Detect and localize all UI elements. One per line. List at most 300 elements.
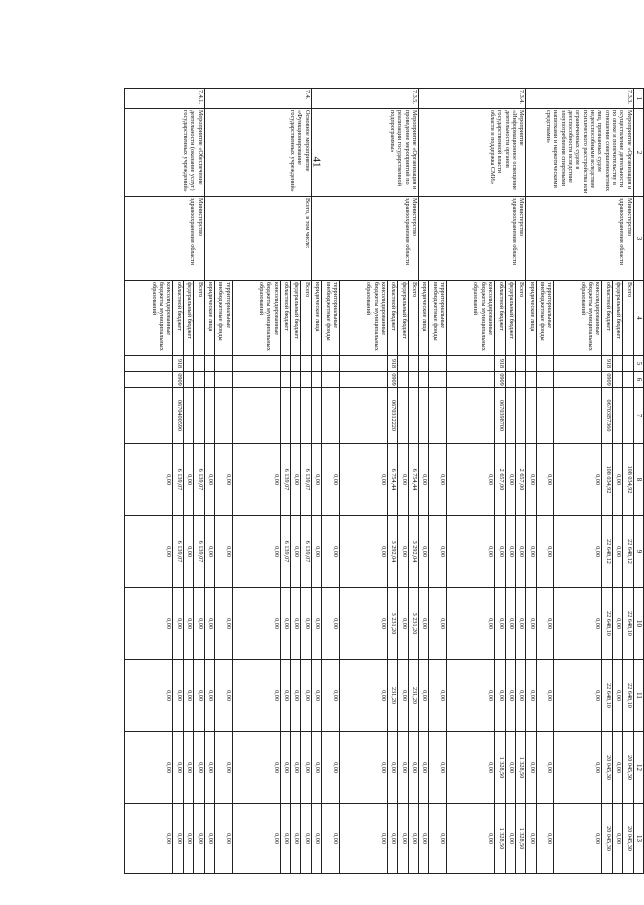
amount-cell: 0,00 xyxy=(447,804,495,874)
amount-cell: 6 139,07 xyxy=(173,516,183,588)
rzpr-code: 0909 xyxy=(173,372,183,388)
rzpr-code xyxy=(301,372,311,388)
amount-cell: 0,00 xyxy=(204,660,214,732)
amount-cell: 0,00 xyxy=(429,660,447,732)
rzpr-code xyxy=(526,372,536,388)
amount-cell: 108 034,92 xyxy=(623,444,633,516)
amount-cell: 0,00 xyxy=(322,444,340,516)
amount-cell: 0,00 xyxy=(526,804,536,874)
amount-cell: 0,00 xyxy=(536,588,554,660)
amount-cell: 0,00 xyxy=(526,588,536,660)
funding-source: Всего xyxy=(408,281,418,356)
funding-source: территориальные внебюджетные фонды xyxy=(214,281,232,356)
grbs-code xyxy=(447,356,495,372)
amount-cell: 3 292,04 xyxy=(387,516,397,588)
amount-cell: 0,00 xyxy=(290,444,300,516)
amount-cell: 0,00 xyxy=(183,516,193,588)
rzpr-code: 0909 xyxy=(387,372,397,388)
amount-cell: 0,00 xyxy=(301,804,311,874)
amount-cell: 0,00 xyxy=(173,804,183,874)
amount-cell: 0,00 xyxy=(280,660,290,732)
amount-cell: 6 139,07 xyxy=(301,444,311,516)
amount-cell: 0,00 xyxy=(232,588,280,660)
csr-code xyxy=(183,388,193,444)
csr-code xyxy=(204,388,214,444)
amount-cell: 0,00 xyxy=(290,732,300,804)
csr-code xyxy=(125,388,173,444)
amount-cell: 0,00 xyxy=(290,588,300,660)
csr-code xyxy=(408,388,418,444)
amount-cell: 0,00 xyxy=(173,588,183,660)
grbs-code: 918 xyxy=(495,356,505,372)
amount-cell: 1 328,50 xyxy=(515,732,525,804)
amount-cell: 0,00 xyxy=(505,588,515,660)
rotated-sheet xyxy=(124,88,644,873)
funding-source: юридические лица xyxy=(311,281,321,356)
amount-cell: 0,00 xyxy=(301,732,311,804)
amount-cell: 0,00 xyxy=(311,516,321,588)
amount-cell: 3 292,04 xyxy=(408,516,418,588)
csr-code xyxy=(526,388,536,444)
rzpr-code xyxy=(429,372,447,388)
amount-cell: 0,00 xyxy=(214,516,232,588)
funding-source: территориальные внебюджетные фонды xyxy=(536,281,554,356)
amount-cell: 0,00 xyxy=(408,732,418,804)
item-number: 7.3.3. xyxy=(526,89,633,109)
item-executor: Всего, в том числе: xyxy=(204,197,311,281)
amount-cell: 0,00 xyxy=(232,516,280,588)
amount-cell: 22 648,10 xyxy=(602,588,612,660)
amount-cell: 0,00 xyxy=(505,516,515,588)
amount-cell: 0,00 xyxy=(429,516,447,588)
item-name: Мероприятие «Обеспечение деятельности (оказание услуг) государственных учреждений» xyxy=(125,109,205,197)
amount-cell: 0,00 xyxy=(183,588,193,660)
csr-code xyxy=(214,388,232,444)
amount-cell: 0,00 xyxy=(301,588,311,660)
amount-cell: 0,00 xyxy=(495,660,505,732)
amount-cell: 0,00 xyxy=(339,804,387,874)
grbs-code xyxy=(125,356,173,372)
funding-source: областной бюджет xyxy=(602,281,612,356)
grbs-code xyxy=(623,356,633,372)
amount-cell: 6 754,44 xyxy=(408,444,418,516)
funding-source: консолидированные бюджеты муниципальных образований xyxy=(125,281,173,356)
funding-source: Всего xyxy=(194,281,204,356)
grbs-code xyxy=(183,356,193,372)
amount-cell: 0,00 xyxy=(125,516,173,588)
funding-source: консолидированные бюджеты муниципальных образований xyxy=(554,281,602,356)
col-header: 10 xyxy=(633,588,643,660)
grbs-code xyxy=(429,356,447,372)
csr-code: 0670398700 xyxy=(495,388,505,444)
amount-cell: 0,00 xyxy=(311,444,321,516)
amount-cell: 0,00 xyxy=(214,588,232,660)
grbs-code xyxy=(515,356,525,372)
amount-cell: 0,00 xyxy=(125,732,173,804)
col-header: 4 xyxy=(633,281,643,356)
csr-code: 0670312220 xyxy=(387,388,397,444)
csr-code xyxy=(612,388,622,444)
rzpr-code xyxy=(536,372,554,388)
amount-cell: 0,00 xyxy=(280,588,290,660)
page-number: 41 xyxy=(310,156,323,168)
amount-cell: 0,00 xyxy=(515,516,525,588)
amount-cell: 0,00 xyxy=(536,732,554,804)
amount-cell: 0,00 xyxy=(183,804,193,874)
rzpr-code xyxy=(194,372,204,388)
amount-cell: 20 045,30 xyxy=(602,732,612,804)
item-name: Мероприятие «Организация и осуществление деятельности по опеке и попечительству в отношении совершеннолетних лиц, признанных судом недееспособными вследствие психического расстройства или ограниченных судом в дееспособности вследствие злоупотребления спиртными напитками и наркотическими средствами» xyxy=(526,109,633,197)
grbs-code xyxy=(214,356,232,372)
csr-code xyxy=(419,388,429,444)
amount-cell: 0,00 xyxy=(232,660,280,732)
amount-cell: 0,00 xyxy=(398,804,408,874)
grbs-code xyxy=(536,356,554,372)
amount-cell: 0,00 xyxy=(505,804,515,874)
amount-cell: 0,00 xyxy=(447,444,495,516)
amount-cell: 231,20 xyxy=(408,660,418,732)
funding-source: Всего xyxy=(623,281,633,356)
amount-cell: 0,00 xyxy=(419,732,429,804)
funding-source: областной бюджет xyxy=(173,281,183,356)
rzpr-code xyxy=(339,372,387,388)
amount-cell: 20 045,30 xyxy=(623,732,633,804)
funding-source: консолидированные бюджеты муниципальных образований xyxy=(232,281,280,356)
col-header: 12 xyxy=(633,732,643,804)
amount-cell: 0,00 xyxy=(311,732,321,804)
amount-cell: 0,00 xyxy=(554,444,602,516)
funding-source: юридические лица xyxy=(526,281,536,356)
amount-cell: 6 139,07 xyxy=(280,444,290,516)
amount-cell: 0,00 xyxy=(447,660,495,732)
grbs-code xyxy=(339,356,387,372)
table-row xyxy=(194,89,204,874)
amount-cell: 1 328,50 xyxy=(495,732,505,804)
amount-cell: 0,00 xyxy=(194,732,204,804)
amount-cell: 22 648,12 xyxy=(623,516,633,588)
amount-cell: 0,00 xyxy=(429,588,447,660)
col-header: 13 xyxy=(633,804,643,874)
amount-cell: 0,00 xyxy=(339,732,387,804)
grbs-code xyxy=(505,356,515,372)
col-header: 3 xyxy=(633,197,643,281)
amount-cell: 0,00 xyxy=(194,804,204,874)
amount-cell: 0,00 xyxy=(339,588,387,660)
amount-cell: 1 328,50 xyxy=(495,804,505,874)
rzpr-code xyxy=(505,372,515,388)
csr-code: 06703B7360 xyxy=(602,388,612,444)
grbs-code xyxy=(290,356,300,372)
col-header: 7 xyxy=(633,388,643,444)
amount-cell: 0,00 xyxy=(419,660,429,732)
grbs-code xyxy=(419,356,429,372)
amount-cell: 0,00 xyxy=(173,660,183,732)
amount-cell: 0,00 xyxy=(612,732,622,804)
grbs-code xyxy=(280,356,290,372)
amount-cell: 0,00 xyxy=(339,516,387,588)
grbs-code: 918 xyxy=(387,356,397,372)
csr-code xyxy=(290,388,300,444)
amount-cell: 0,00 xyxy=(311,588,321,660)
amount-cell: 0,00 xyxy=(554,660,602,732)
funding-source: территориальные внебюджетные фонды xyxy=(322,281,340,356)
funding-source: Всего xyxy=(301,281,311,356)
grbs-code xyxy=(301,356,311,372)
amount-cell: 0,00 xyxy=(554,516,602,588)
amount-cell: 0,00 xyxy=(183,444,193,516)
amount-cell: 0,00 xyxy=(183,660,193,732)
amount-cell: 0,00 xyxy=(290,516,300,588)
funding-source: Всего xyxy=(515,281,525,356)
funding-source: областной бюджет xyxy=(280,281,290,356)
amount-cell: 0,00 xyxy=(612,444,622,516)
rzpr-code: 0909 xyxy=(602,372,612,388)
amount-cell: 0,00 xyxy=(495,516,505,588)
amount-cell: 0,00 xyxy=(515,660,525,732)
funding-source: федеральный бюджет xyxy=(290,281,300,356)
funding-source: областной бюджет xyxy=(387,281,397,356)
rzpr-code: 0909 xyxy=(495,372,505,388)
amount-cell: 0,00 xyxy=(204,444,214,516)
amount-cell: 0,00 xyxy=(280,732,290,804)
amount-cell: 0,00 xyxy=(554,588,602,660)
grbs-code xyxy=(194,356,204,372)
funding-source: федеральный бюджет xyxy=(398,281,408,356)
amount-cell: 0,00 xyxy=(526,516,536,588)
amount-cell: 0,00 xyxy=(429,444,447,516)
csr-code xyxy=(429,388,447,444)
csr-code xyxy=(398,388,408,444)
grbs-code xyxy=(398,356,408,372)
amount-cell: 0,00 xyxy=(447,732,495,804)
amount-cell: 0,00 xyxy=(536,516,554,588)
amount-cell: 6 139,07 xyxy=(280,516,290,588)
amount-cell: 22 648,12 xyxy=(602,516,612,588)
amount-cell: 0,00 xyxy=(408,804,418,874)
amount-cell: 0,00 xyxy=(612,804,622,874)
amount-cell: 0,00 xyxy=(194,660,204,732)
rzpr-code xyxy=(554,372,602,388)
rzpr-code xyxy=(447,372,495,388)
amount-cell: 0,00 xyxy=(232,804,280,874)
amount-cell: 0,00 xyxy=(204,804,214,874)
grbs-code xyxy=(311,356,321,372)
csr-code xyxy=(554,388,602,444)
grbs-code: 918 xyxy=(602,356,612,372)
amount-cell: 0,00 xyxy=(398,516,408,588)
amount-cell: 0,00 xyxy=(301,660,311,732)
item-number: 7.3.4. xyxy=(419,89,526,109)
rzpr-code xyxy=(125,372,173,388)
amount-cell: 22 648,10 xyxy=(623,660,633,732)
amount-cell: 0,00 xyxy=(311,804,321,874)
amount-cell: 3 231,20 xyxy=(387,588,397,660)
amount-cell: 0,00 xyxy=(612,660,622,732)
amount-cell: 22 648,10 xyxy=(602,660,612,732)
amount-cell: 0,00 xyxy=(214,444,232,516)
amount-cell: 0,00 xyxy=(398,444,408,516)
amount-cell: 0,00 xyxy=(290,804,300,874)
item-number: 7.3.5. xyxy=(311,89,418,109)
amount-cell: 6 139,07 xyxy=(194,444,204,516)
item-number: 7.4. xyxy=(204,89,311,109)
amount-cell: 0,00 xyxy=(526,660,536,732)
amount-cell: 0,00 xyxy=(419,804,429,874)
rzpr-code xyxy=(623,372,633,388)
col-header: 5 xyxy=(633,356,643,372)
csr-code xyxy=(311,388,321,444)
amount-cell: 6 139,07 xyxy=(173,444,183,516)
funding-source: юридические лица xyxy=(419,281,429,356)
rzpr-code xyxy=(612,372,622,388)
item-executor: Министерство здравоохранения области xyxy=(125,197,205,281)
amount-cell: 0,00 xyxy=(322,660,340,732)
amount-cell: 6 754,44 xyxy=(387,444,397,516)
amount-cell: 0,00 xyxy=(429,804,447,874)
amount-cell: 0,00 xyxy=(280,804,290,874)
amount-cell: 22 648,10 xyxy=(623,588,633,660)
amount-cell: 0,00 xyxy=(398,660,408,732)
csr-code xyxy=(280,388,290,444)
amount-cell: 0,00 xyxy=(447,516,495,588)
amount-cell: 1 328,50 xyxy=(515,804,525,874)
csr-code xyxy=(505,388,515,444)
rzpr-code xyxy=(398,372,408,388)
col-header: 8 xyxy=(633,444,643,516)
grbs-code xyxy=(232,356,280,372)
amount-cell: 0,00 xyxy=(204,516,214,588)
table-row xyxy=(623,89,633,874)
amount-cell: 0,00 xyxy=(505,660,515,732)
amount-cell: 0,00 xyxy=(526,732,536,804)
item-executor: Министерство здравоохранения области xyxy=(311,197,418,281)
amount-cell: 6 139,07 xyxy=(301,516,311,588)
amount-cell: 0,00 xyxy=(536,804,554,874)
rzpr-code xyxy=(322,372,340,388)
col-header: 2 xyxy=(633,109,643,197)
item-name: Основное мероприятие «Функционирование государственных учреждений» xyxy=(204,109,311,197)
amount-cell: 108 034,92 xyxy=(602,444,612,516)
amount-cell: 3 231,20 xyxy=(408,588,418,660)
amount-cell: 0,00 xyxy=(232,444,280,516)
amount-cell: 0,00 xyxy=(515,588,525,660)
amount-cell: 0,00 xyxy=(214,660,232,732)
amount-cell: 0,00 xyxy=(232,732,280,804)
funding-source: территориальные внебюджетные фонды xyxy=(429,281,447,356)
csr-code: 0670400590 xyxy=(173,388,183,444)
amount-cell: 20 045,30 xyxy=(602,804,612,874)
amount-cell: 0,00 xyxy=(183,732,193,804)
amount-cell: 0,00 xyxy=(505,444,515,516)
amount-cell: 0,00 xyxy=(339,444,387,516)
amount-cell: 0,00 xyxy=(536,444,554,516)
funding-source: консолидированные бюджеты муниципальных образований xyxy=(447,281,495,356)
funding-source: федеральный бюджет xyxy=(612,281,622,356)
amount-cell: 0,00 xyxy=(526,444,536,516)
amount-cell: 0,00 xyxy=(322,588,340,660)
amount-cell: 0,00 xyxy=(419,588,429,660)
amount-cell: 0,00 xyxy=(398,588,408,660)
grbs-code xyxy=(526,356,536,372)
amount-cell: 0,00 xyxy=(339,660,387,732)
col-header: 9 xyxy=(633,516,643,588)
amount-cell: 0,00 xyxy=(214,732,232,804)
amount-cell: 0,00 xyxy=(495,588,505,660)
amount-cell: 0,00 xyxy=(125,588,173,660)
funding-source: федеральный бюджет xyxy=(183,281,193,356)
grbs-code xyxy=(612,356,622,372)
amount-cell: 0,00 xyxy=(387,804,397,874)
amount-cell: 0,00 xyxy=(419,516,429,588)
grbs-code xyxy=(322,356,340,372)
grbs-code: 918 xyxy=(173,356,183,372)
rzpr-code xyxy=(408,372,418,388)
rzpr-code xyxy=(311,372,321,388)
grbs-code xyxy=(204,356,214,372)
rzpr-code xyxy=(232,372,280,388)
rzpr-code xyxy=(214,372,232,388)
amount-cell: 6 139,07 xyxy=(194,516,204,588)
column-number-row xyxy=(633,89,643,874)
amount-cell: 0,00 xyxy=(322,516,340,588)
amount-cell: 0,00 xyxy=(204,588,214,660)
amount-cell: 0,00 xyxy=(505,732,515,804)
amount-cell: 0,00 xyxy=(204,732,214,804)
amount-cell: 0,00 xyxy=(447,588,495,660)
csr-code xyxy=(536,388,554,444)
item-name: Мероприятие «Информационное освещение деятельности органов государственной власти области и поддержка СМИ» xyxy=(419,109,526,197)
item-name: Мероприятие «Организация и проведение мероприятий по реализации государственной подпрограммы» xyxy=(311,109,418,197)
amount-cell: 0,00 xyxy=(173,732,183,804)
amount-cell: 2 657,00 xyxy=(495,444,505,516)
rzpr-code xyxy=(515,372,525,388)
amount-cell: 0,00 xyxy=(125,660,173,732)
item-number: 7.4.1. xyxy=(125,89,205,109)
funding-source: областной бюджет xyxy=(495,281,505,356)
csr-code xyxy=(339,388,387,444)
amount-cell: 0,00 xyxy=(554,804,602,874)
amount-cell: 0,00 xyxy=(429,732,447,804)
amount-cell: 0,00 xyxy=(214,804,232,874)
col-header: 6 xyxy=(633,372,643,388)
col-header: 1 xyxy=(633,89,643,109)
csr-code xyxy=(232,388,280,444)
amount-cell: 0,00 xyxy=(290,660,300,732)
col-header: 11 xyxy=(633,660,643,732)
table-row xyxy=(408,89,418,874)
amount-cell: 0,00 xyxy=(398,732,408,804)
item-executor: Министерство здравоохранения области xyxy=(419,197,526,281)
amount-cell: 20 045,30 xyxy=(623,804,633,874)
amount-cell: 2 657,00 xyxy=(515,444,525,516)
funding-source: консолидированные бюджеты муниципальных образований xyxy=(339,281,387,356)
csr-code xyxy=(515,388,525,444)
csr-code xyxy=(447,388,495,444)
item-executor: Министерство здравоохранения области xyxy=(526,197,633,281)
amount-cell: 0,00 xyxy=(322,804,340,874)
csr-code xyxy=(194,388,204,444)
funding-source: федеральный бюджет xyxy=(505,281,515,356)
amount-cell: 0,00 xyxy=(311,660,321,732)
amount-cell: 231,20 xyxy=(387,660,397,732)
amount-cell: 0,00 xyxy=(536,660,554,732)
grbs-code xyxy=(408,356,418,372)
amount-cell: 0,00 xyxy=(554,732,602,804)
csr-code xyxy=(623,388,633,444)
table-body xyxy=(125,89,644,874)
grbs-code xyxy=(554,356,602,372)
csr-code xyxy=(322,388,340,444)
